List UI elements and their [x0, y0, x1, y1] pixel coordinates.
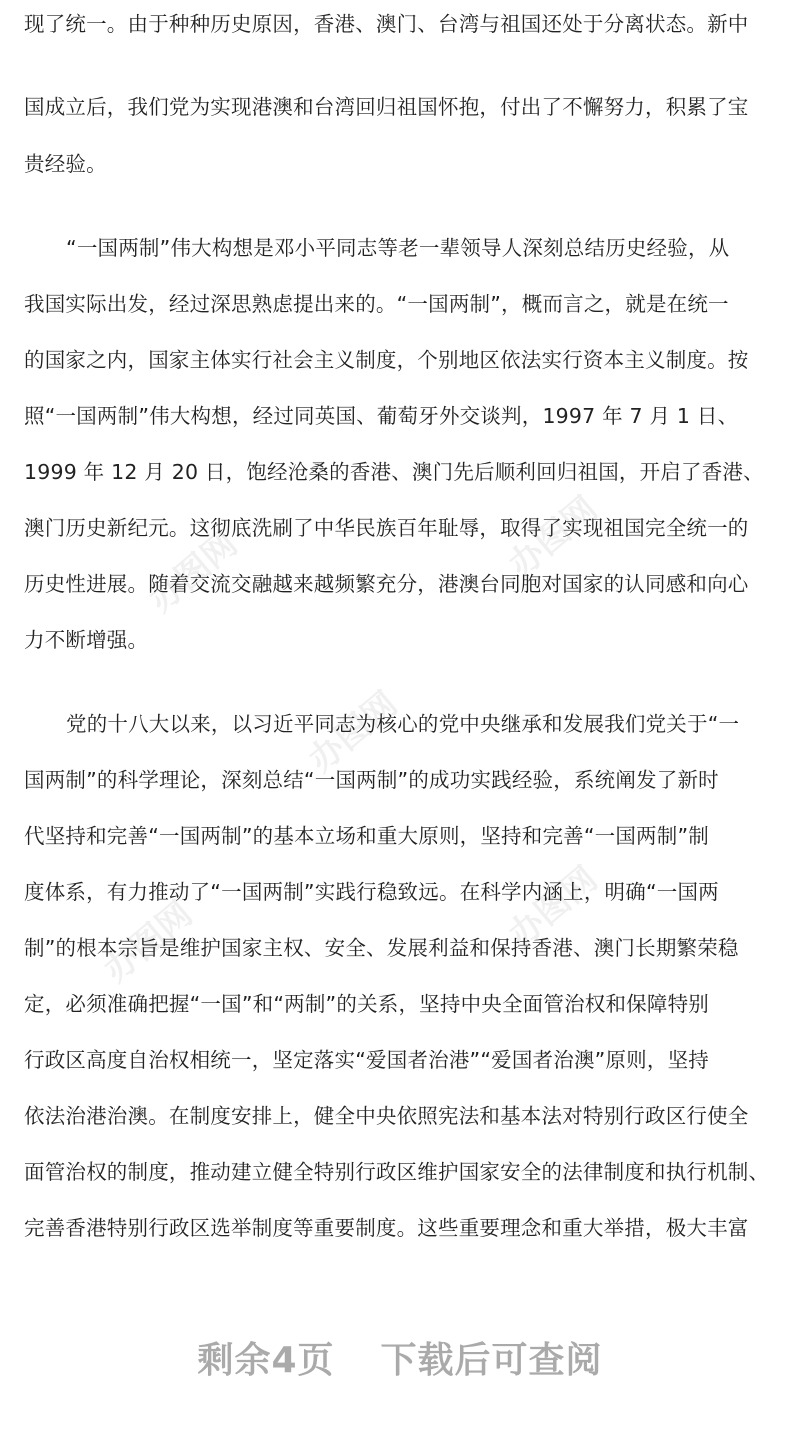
watermark: 办图网 [96, 894, 201, 991]
text-line: 国两制”的科学理论，深刻总结“一国两制”的成功实践经验，系统阐发了新时 [24, 768, 719, 792]
text-line: 力不断增强。 [24, 628, 149, 652]
text-line: 的国家之内，国家主体实行社会主义制度，个别地区依法实行资本主义制度。按 [24, 348, 749, 372]
text-line: 1999 年 12 月 20 日，饱经沧桑的香港、澳门先后顺利回归祖国，开启了香港、 [24, 460, 764, 484]
watermark: 办图网 [301, 684, 406, 781]
text-line: 现了统一。由于种种历史原因，香港、澳门、台湾与祖国还处于分离状态。新中 [24, 12, 749, 36]
text-line: 行政区高度自治权相统一，坚定落实“爱国者治港”“爱国者治澳”原则，坚持 [24, 1048, 709, 1072]
text-line: 照“一国两制”伟大构想，经过同英国、葡萄牙外交谈判，1997 年 7 月 1 日、 [24, 404, 739, 428]
text-line: 完善香港特别行政区选举制度等重要制度。这些重要理念和重大举措，极大丰富 [24, 1216, 749, 1240]
text-line: 定，必须准确把握“一国”和“两制”的关系，坚持中央全面管治权和保障特别 [24, 992, 709, 1016]
text-line: 贵经验。 [24, 152, 107, 176]
download-prompt[interactable] [0, 1332, 800, 1383]
text-line: 党的十八大以来，以习近平同志为核心的党中央继承和发展我们党关于“一 [66, 712, 740, 736]
text-line: 代坚持和完善“一国两制”的基本立场和重大原则，坚持和完善“一国两制”制 [24, 824, 709, 848]
watermark: 办图网 [501, 859, 606, 956]
download-to-view-label: 下载后可查阅 [380, 1340, 603, 1381]
text-line: 我国实际出发，经过深思熟虑提出来的。“一国两制”，概而言之，就是在统一 [24, 292, 729, 316]
text-line: “一国两制”伟大构想是邓小平同志等老一辈领导人深刻总结历史经验，从 [66, 236, 730, 260]
text-line: 历史性进展。随着交流交融越来越频繁充分，港澳台同胞对国家的认同感和向心 [24, 572, 749, 596]
text-line: 面管治权的制度，推动建立健全特别行政区维护国家安全的法律制度和执行机制、 [24, 1160, 770, 1184]
text-line: 依法治港治澳。在制度安排上，健全中央依照宪法和基本法对特别行政区行使全 [24, 1104, 749, 1128]
watermark: 办图网 [501, 489, 606, 586]
remaining-pages-label: 剩余4页 [197, 1340, 335, 1381]
text-line: 制”的根本宗旨是维护国家主权、安全、发展利益和保持香港、澳门长期繁荣稳 [24, 936, 739, 960]
text-line: 国成立后，我们党为实现港澳和台湾回归祖国怀抱，付出了不懈努力，积累了宝 [24, 95, 749, 119]
watermark: 办图网 [141, 524, 246, 621]
text-line: 澳门历史新纪元。这彻底洗刷了中华民族百年耻辱，取得了实现祖国完全统一的 [24, 516, 749, 540]
text-line: 度体系，有力推动了“一国两制”实践行稳致远。在科学内涵上，明确“一国两 [24, 880, 719, 904]
